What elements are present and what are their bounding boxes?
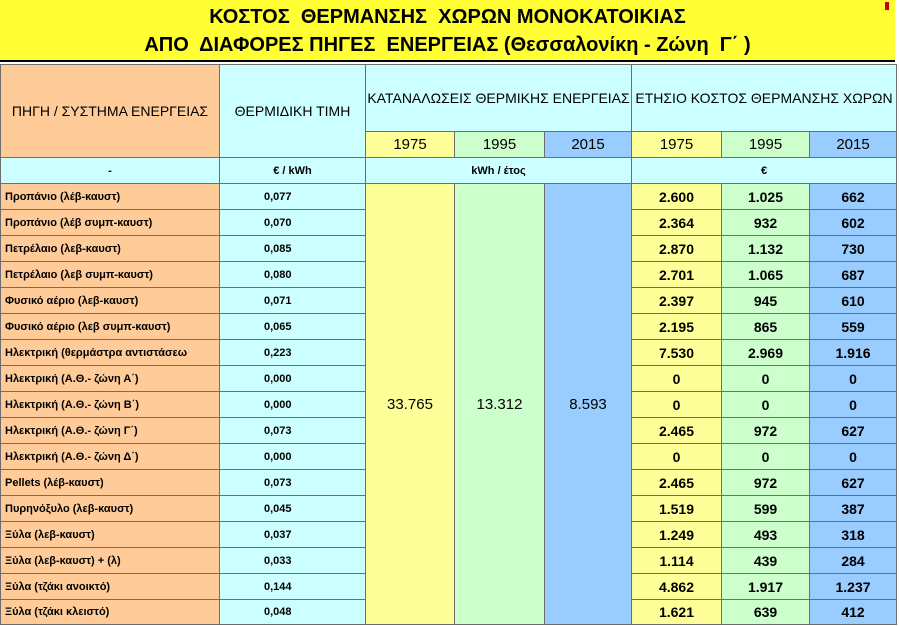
consumption-year-1975: 1975 xyxy=(366,132,455,158)
cost-1975-cell: 0 xyxy=(632,444,722,470)
unit-cost: € xyxy=(632,158,897,184)
energy-source-cell: Φυσικό αέριο (λεβ-καυστ) xyxy=(1,288,220,314)
calorific-price-cell: 0,073 xyxy=(220,418,366,444)
cost-1975-cell: 2.701 xyxy=(632,262,722,288)
calorific-price-cell: 0,073 xyxy=(220,470,366,496)
calorific-price-cell: 0,080 xyxy=(220,262,366,288)
energy-source-cell: Προπάνιο (λέβ-καυστ) xyxy=(1,184,220,210)
cost-2015-cell: 412 xyxy=(810,600,897,625)
cost-year-1995: 1995 xyxy=(722,132,810,158)
table-row xyxy=(1,184,897,210)
cost-1975-cell: 7.530 xyxy=(632,340,722,366)
energy-source-cell: Ηλεκτρική (Α.Θ.- ζώνη Γ΄) xyxy=(1,418,220,444)
consumption-year-2015: 2015 xyxy=(545,132,632,158)
cost-1995-cell: 439 xyxy=(722,548,810,574)
cost-1995-cell: 1.132 xyxy=(722,236,810,262)
cost-2015-cell: 387 xyxy=(810,496,897,522)
cost-1975-cell: 2.364 xyxy=(632,210,722,236)
cost-1995-cell: 972 xyxy=(722,418,810,444)
cost-2015-cell: 730 xyxy=(810,236,897,262)
cost-year-1975: 1975 xyxy=(632,132,722,158)
energy-source-cell: Φυσικό αέριο (λεβ συμπ-καυστ) xyxy=(1,314,220,340)
cost-1995-cell: 1.025 xyxy=(722,184,810,210)
header-source: ΠΗΓΗ / ΣΥΣΤΗΜΑ ΕΝΕΡΓΕΙΑΣ xyxy=(1,65,220,158)
title-line-1: ΚΟΣΤΟΣ ΘΕΡΜΑΝΣΗΣ ΧΩΡΩΝ ΜΟΝΟΚΑΤΟΙΚΙΑΣ xyxy=(209,6,686,28)
calorific-price-cell: 0,033 xyxy=(220,548,366,574)
calorific-price-cell: 0,000 xyxy=(220,444,366,470)
cost-1975-cell: 2.465 xyxy=(632,418,722,444)
cost-1995-cell: 865 xyxy=(722,314,810,340)
calorific-price-cell: 0,085 xyxy=(220,236,366,262)
energy-source-cell: Πετρέλαιο (λεβ-καυστ) xyxy=(1,236,220,262)
cost-2015-cell: 1.237 xyxy=(810,574,897,600)
cost-1995-cell: 2.969 xyxy=(722,340,810,366)
cost-1975-cell: 2.465 xyxy=(632,470,722,496)
cost-1995-cell: 932 xyxy=(722,210,810,236)
cost-2015-cell: 1.916 xyxy=(810,340,897,366)
cost-1995-cell: 0 xyxy=(722,392,810,418)
cost-2015-cell: 0 xyxy=(810,366,897,392)
energy-source-cell: Ξύλα (τζάκι κλειστό) xyxy=(1,600,220,625)
header-consumption: ΚΑΤΑΝΑΛΩΣΕΙΣ ΘΕΡΜΙΚΗΣ ΕΝΕΡΓΕΙΑΣ xyxy=(366,65,632,132)
cost-1975-cell: 2.195 xyxy=(632,314,722,340)
cost-1975-cell: 2.870 xyxy=(632,236,722,262)
unit-calorific: € / kWh xyxy=(220,158,366,184)
cost-1975-cell: 2.397 xyxy=(632,288,722,314)
cost-2015-cell: 318 xyxy=(810,522,897,548)
cost-1995-cell: 493 xyxy=(722,522,810,548)
consumption-year-1995: 1995 xyxy=(455,132,545,158)
calorific-price-cell: 0,144 xyxy=(220,574,366,600)
cost-2015-cell: 0 xyxy=(810,444,897,470)
cost-1975-cell: 1.249 xyxy=(632,522,722,548)
heating-cost-table xyxy=(0,64,897,625)
cost-1975-cell: 1.519 xyxy=(632,496,722,522)
cost-1975-cell: 2.600 xyxy=(632,184,722,210)
cost-1995-cell: 0 xyxy=(722,444,810,470)
energy-source-cell: Ξύλα (τζάκι ανοικτό) xyxy=(1,574,220,600)
cost-year-2015: 2015 xyxy=(810,132,897,158)
energy-source-cell: Ηλεκτρική (Α.Θ.- ζώνη Β΄) xyxy=(1,392,220,418)
calorific-price-cell: 0,077 xyxy=(220,184,366,210)
energy-source-cell: Πετρέλαιο (λεβ συμπ-καυστ) xyxy=(1,262,220,288)
calorific-price-cell: 0,048 xyxy=(220,600,366,625)
cost-1995-cell: 639 xyxy=(722,600,810,625)
cost-1995-cell: 0 xyxy=(722,366,810,392)
cell-marker xyxy=(885,2,889,10)
cost-1995-cell: 1.065 xyxy=(722,262,810,288)
energy-source-cell: Pellets (λέβ-καυστ) xyxy=(1,470,220,496)
energy-source-cell: Ηλεκτρική (θερμάστρα αντιστάσεω xyxy=(1,340,220,366)
calorific-price-cell: 0,070 xyxy=(220,210,366,236)
cost-1995-cell: 972 xyxy=(722,470,810,496)
cost-2015-cell: 610 xyxy=(810,288,897,314)
calorific-price-cell: 0,223 xyxy=(220,340,366,366)
calorific-price-cell: 0,065 xyxy=(220,314,366,340)
cost-1995-cell: 599 xyxy=(722,496,810,522)
cost-1975-cell: 4.862 xyxy=(632,574,722,600)
energy-source-cell: Ηλεκτρική (Α.Θ.- ζώνη Δ΄) xyxy=(1,444,220,470)
calorific-price-cell: 0,071 xyxy=(220,288,366,314)
unit-source: - xyxy=(1,158,220,184)
cost-1995-cell: 1.917 xyxy=(722,574,810,600)
calorific-price-cell: 0,037 xyxy=(220,522,366,548)
calorific-price-cell: 0,000 xyxy=(220,366,366,392)
cost-1995-cell: 945 xyxy=(722,288,810,314)
consumption-1975-cell: 33.765 xyxy=(366,184,455,625)
cost-2015-cell: 284 xyxy=(810,548,897,574)
cost-2015-cell: 687 xyxy=(810,262,897,288)
title-line-2: ΑΠΟ ΔΙΑΦΟΡΕΣ ΠΗΓΕΣ ΕΝΕΡΓΕΙΑΣ (Θεσσαλονίκη - Ζώνη Γ΄ ) xyxy=(144,34,751,56)
calorific-price-cell: 0,000 xyxy=(220,392,366,418)
energy-source-cell: Ξύλα (λεβ-καυστ) xyxy=(1,522,220,548)
header-calorific: ΘΕΡΜΙΔΙΚΗ ΤΙΜΗ xyxy=(220,65,366,158)
title-band xyxy=(0,0,895,62)
cost-1975-cell: 0 xyxy=(632,366,722,392)
unit-consumption: kWh / έτος xyxy=(366,158,632,184)
energy-source-cell: Ηλεκτρική (Α.Θ.- ζώνη Α΄) xyxy=(1,366,220,392)
cost-2015-cell: 559 xyxy=(810,314,897,340)
cost-2015-cell: 662 xyxy=(810,184,897,210)
energy-source-cell: Ξύλα (λεβ-καυστ) + (λ) xyxy=(1,548,220,574)
cost-1975-cell: 1.114 xyxy=(632,548,722,574)
header-annual-cost: ΕΤΗΣΙΟ ΚΟΣΤΟΣ ΘΕΡΜΑΝΣΗΣ ΧΩΡΩΝ xyxy=(632,65,897,132)
cost-2015-cell: 627 xyxy=(810,418,897,444)
consumption-2015-cell: 8.593 xyxy=(545,184,632,625)
cost-1975-cell: 0 xyxy=(632,392,722,418)
energy-source-cell: Προπάνιο (λέβ συμπ-καυστ) xyxy=(1,210,220,236)
cost-2015-cell: 627 xyxy=(810,470,897,496)
cost-1975-cell: 1.621 xyxy=(632,600,722,625)
calorific-price-cell: 0,045 xyxy=(220,496,366,522)
consumption-1995-cell: 13.312 xyxy=(455,184,545,625)
cost-2015-cell: 602 xyxy=(810,210,897,236)
cost-2015-cell: 0 xyxy=(810,392,897,418)
energy-source-cell: Πυρηνόξυλο (λεβ-καυστ) xyxy=(1,496,220,522)
